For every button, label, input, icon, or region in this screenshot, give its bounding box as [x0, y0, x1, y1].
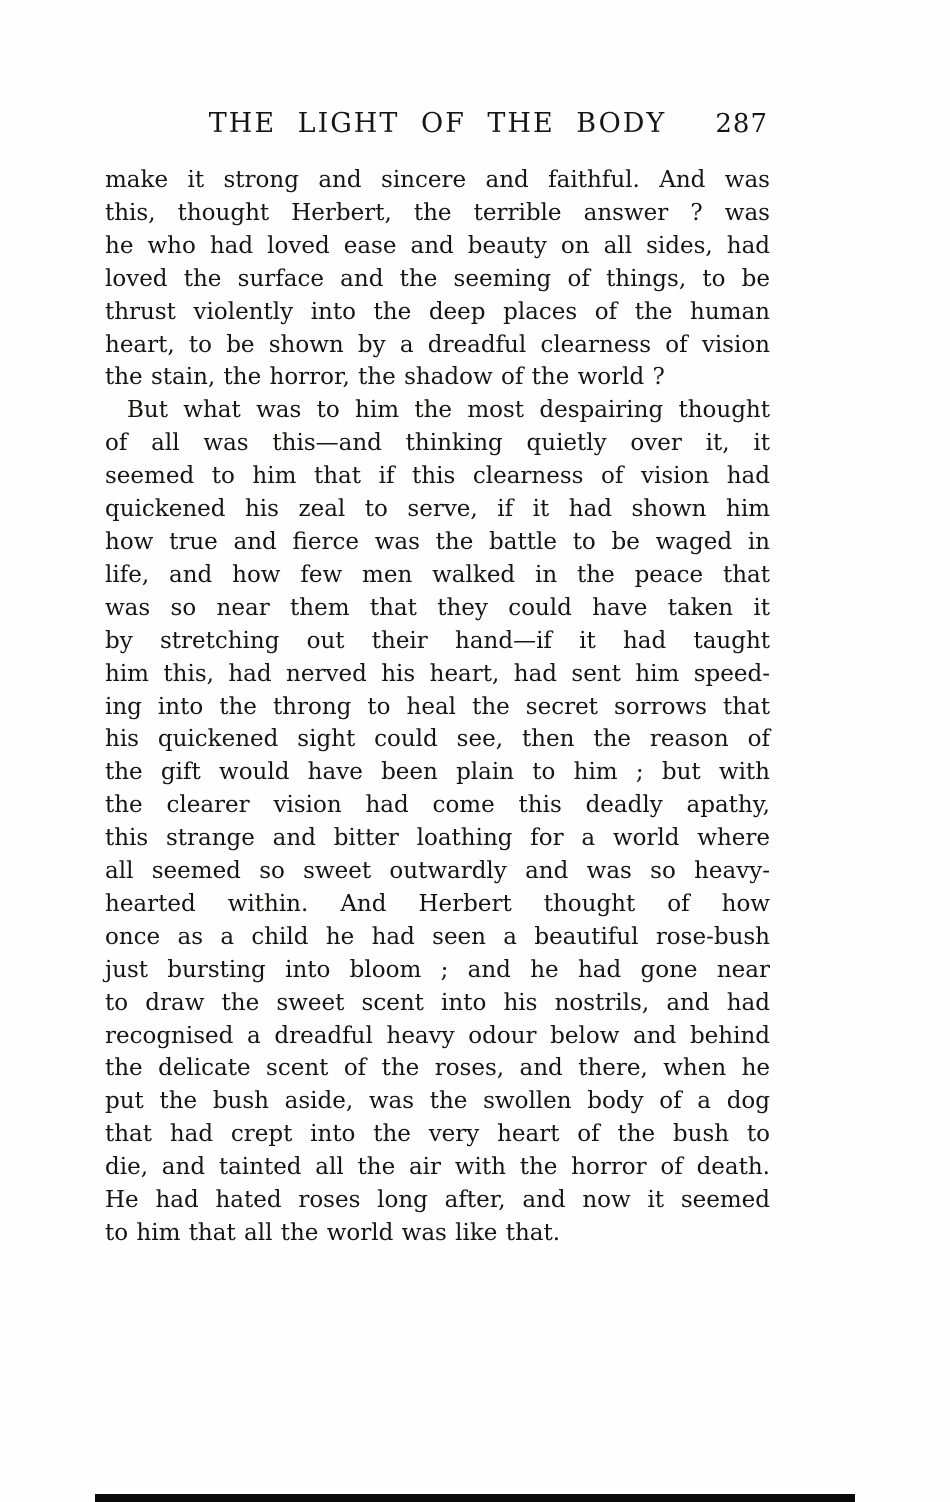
text-line: this strange and bitter loathing for a world where: [105, 825, 770, 852]
text-line: that had crept into the very heart of the bush to: [105, 1121, 770, 1148]
text-line: his quickened sight could see, then the reason of: [105, 726, 770, 753]
text-line: to him that all the world was like that.: [105, 1220, 561, 1246]
text-line: how true and fierce was the battle to be waged in: [105, 528, 770, 555]
text-line: life, and how few men walked in the peace that: [105, 561, 770, 588]
text-line: die, and tainted all the air with the horror of death.: [105, 1154, 770, 1181]
text-line: just bursting into bloom ; and he had gone near: [105, 956, 770, 983]
text-line: make it strong and sincere and faithful. And was: [105, 167, 770, 193]
text-line: put the bush aside, was the swollen body of a dog: [105, 1088, 770, 1115]
text-line: he who had loved ease and beauty on all sides, had: [105, 232, 770, 259]
text-line: of all was this—and thinking quietly over it, it: [105, 430, 770, 457]
text-line: was so near them that they could have taken it: [105, 594, 770, 621]
scan-artifact-bar: [95, 1494, 855, 1502]
text-line: to draw the sweet scent into his nostrils, and had: [105, 989, 770, 1016]
text-line: the clearer vision had come this deadly apathy,: [105, 792, 770, 819]
page-header: [105, 108, 770, 148]
text-line: thrust violently into the deep places of the human: [105, 298, 770, 325]
text-line: once as a child he had seen a beautiful rose-bush: [105, 923, 770, 950]
text-line: the gift would have been plain to him ; but with: [105, 759, 770, 786]
text-line: But what was to him the most despairing thought: [127, 397, 770, 424]
text-line: He had hated roses long after, and now it seemed: [105, 1187, 770, 1214]
text-line: the delicate scent of the roses, and there, when he: [105, 1055, 770, 1082]
text-block: [105, 164, 770, 1250]
text-line: by stretching out their hand—if it had taught: [105, 627, 770, 654]
text-line: seemed to him that if this clearness of vision had: [105, 463, 770, 490]
text-line: heart, to be shown by a dreadful clearness of vision: [105, 331, 770, 358]
page-number: 287: [715, 109, 768, 139]
text-line: all seemed so sweet outwardly and was so heavy-: [105, 858, 770, 885]
text-line: the stain, the horror, the shadow of the world ?: [105, 364, 665, 391]
text-line: him this, had nerved his heart, had sent him speed-: [105, 660, 770, 687]
running-title: THE LIGHT OF THE BODY: [208, 108, 667, 139]
text-line: this, thought Herbert, the terrible answer ? was: [105, 199, 770, 226]
text-line: loved the surface and the seeming of things, to be: [105, 265, 770, 292]
text-line: hearted within. And Herbert thought of how: [105, 890, 770, 917]
text-line: quickened his zeal to serve, if it had shown him: [105, 496, 770, 523]
text-line: ing into the throng to heal the secret sorrows that: [105, 693, 770, 720]
text-line: recognised a dreadful heavy odour below and behind: [105, 1022, 770, 1049]
